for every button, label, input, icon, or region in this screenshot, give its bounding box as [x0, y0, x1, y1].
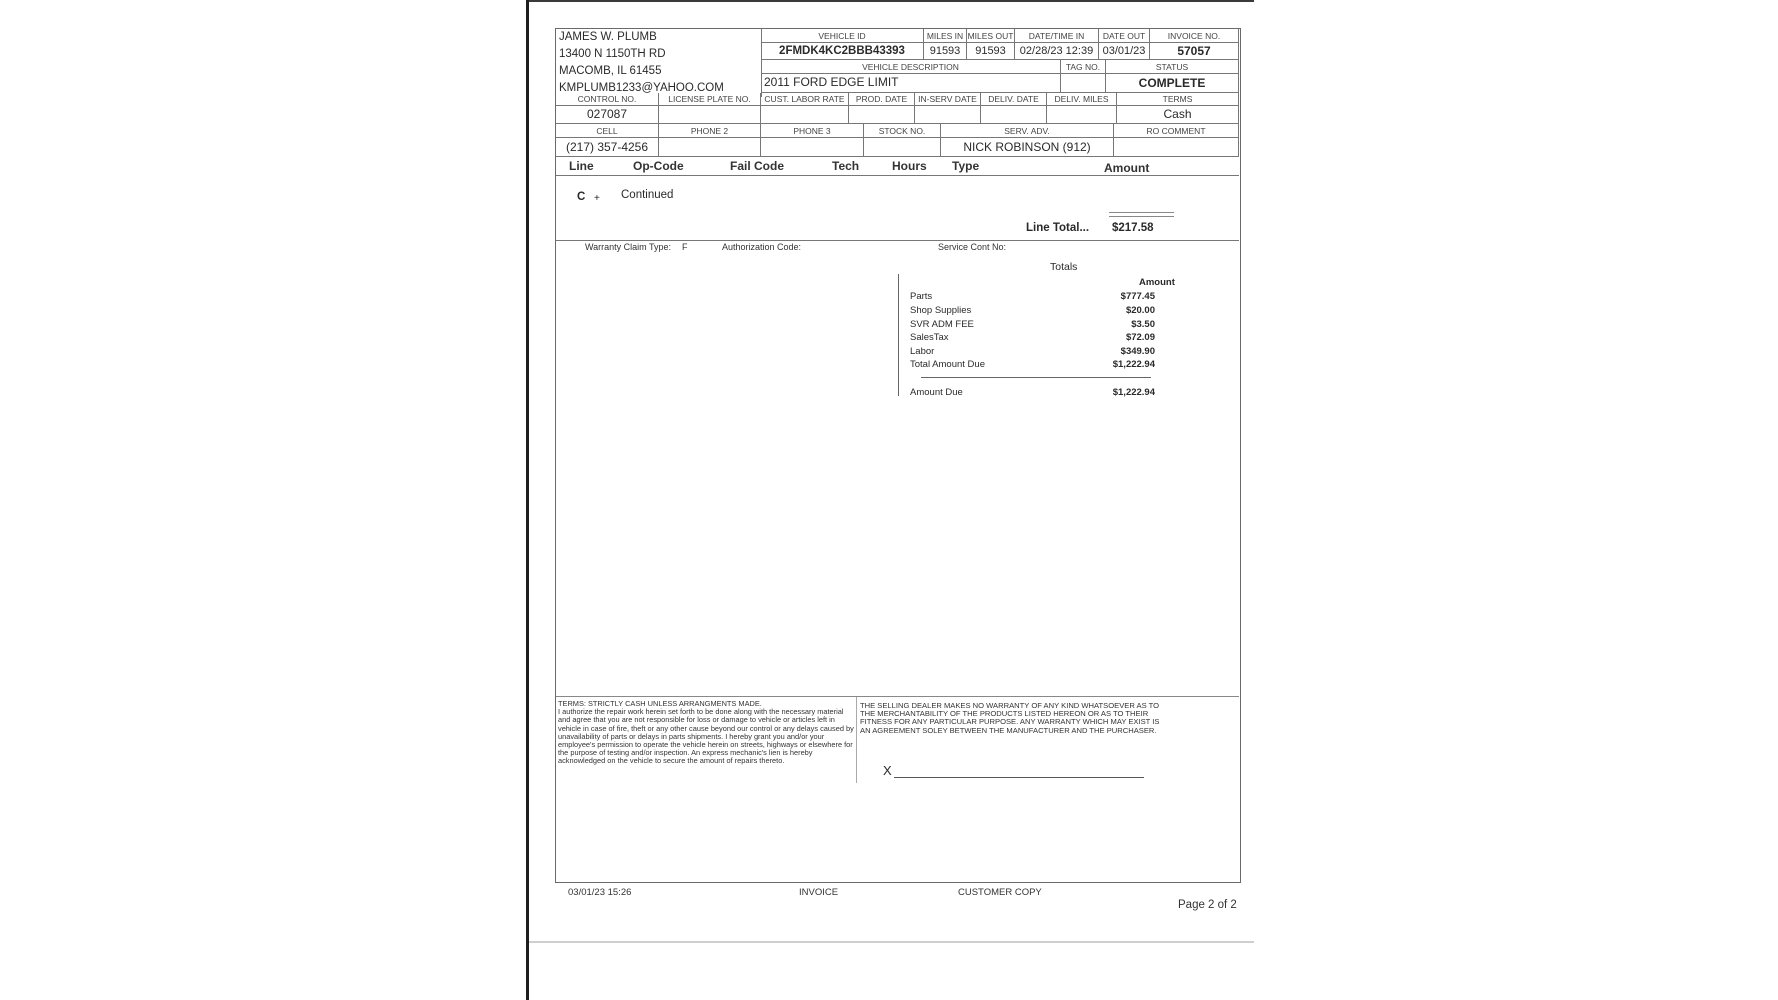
- totals-row-name: SalesTax: [910, 332, 949, 343]
- totals-row-name: Total Amount Due: [910, 359, 985, 370]
- line-item-header: [556, 157, 1239, 176]
- in-serv-date: [915, 106, 981, 124]
- totals-row: [910, 332, 1155, 344]
- totals-row-name: SVR ADM FEE: [910, 319, 974, 330]
- col-fail-code: Fail Code: [730, 159, 785, 173]
- totals-row-name: Labor: [910, 346, 935, 357]
- customer-name: JAMES W. PLUMB: [559, 31, 657, 43]
- copy-type: CUSTOMER COPY: [958, 887, 1042, 898]
- service-cont-label: Service Cont No:: [938, 242, 1007, 252]
- customer-email: KMPLUMB1233@YAHOO.COM: [559, 82, 724, 94]
- totals-row-value: $3.50: [1131, 319, 1155, 330]
- terms-value: Cash: [1117, 106, 1239, 124]
- totals-row: [910, 305, 1155, 317]
- status-value: COMPLETE: [1106, 74, 1239, 93]
- amount-due-row: [910, 387, 1155, 399]
- invoice-number: 57057: [1150, 43, 1239, 60]
- col-line: Line: [569, 159, 594, 173]
- vehicle-description-label: VEHICLE DESCRIPTION: [761, 60, 1061, 74]
- scan-edge: [529, 941, 1254, 943]
- amount-due-value: $1,222.94: [1112, 387, 1155, 398]
- control-no: 027087: [556, 106, 659, 124]
- date-time-in: 02/28/23 12:39: [1015, 43, 1099, 60]
- serv-adv-label: SERV. ADV.: [941, 124, 1114, 138]
- phone3-label: PHONE 3: [761, 124, 864, 138]
- line-code: C: [577, 191, 586, 203]
- vehicle-id-label: VEHICLE ID: [761, 29, 924, 43]
- totals-row-name: Shop Supplies: [910, 305, 972, 316]
- deliv-date-label: DELIV. DATE: [981, 93, 1047, 106]
- invoice-no-label: INVOICE NO.: [1150, 29, 1239, 43]
- signature-line[interactable]: [894, 777, 1144, 778]
- totals-row-value: $72.09: [1125, 332, 1155, 343]
- totals-row: [910, 359, 1155, 371]
- printed-timestamp: 03/01/23 15:26: [568, 887, 632, 898]
- totals-row-value: $1,222.94: [1112, 359, 1155, 370]
- in-serv-date-label: IN-SERV DATE: [915, 93, 981, 106]
- labor-rate: [761, 106, 849, 124]
- totals-title: Totals: [1050, 261, 1078, 273]
- totals-row-value: $20.00: [1125, 305, 1155, 316]
- cell-phone: (217) 357-4256: [556, 138, 659, 157]
- totals-row: [910, 346, 1155, 358]
- line-description: Continued: [621, 189, 674, 201]
- totals-amount-header: Amount: [1139, 277, 1175, 288]
- miles-in: 91593: [924, 43, 967, 60]
- customer-address: 13400 N 1150TH RD: [559, 48, 666, 60]
- date-out-label: DATE OUT: [1099, 29, 1150, 43]
- col-hours: Hours: [892, 159, 927, 173]
- phone3: [761, 138, 864, 157]
- authorization-code-label: Authorization Code:: [722, 242, 802, 252]
- miles-in-label: MILES IN: [924, 29, 967, 43]
- ro-comment: [1114, 138, 1239, 157]
- stock-no: [864, 138, 941, 157]
- customer-city: MACOMB, IL 61455: [559, 65, 662, 77]
- deliv-miles: [1047, 106, 1117, 124]
- col-type: Type: [952, 159, 980, 173]
- col-op-code: Op-Code: [633, 159, 684, 173]
- stock-no-label: STOCK NO.: [864, 124, 941, 138]
- line-total-label: Line Total...: [1026, 222, 1090, 234]
- continuation-marker: +: [594, 193, 600, 204]
- document-type: INVOICE: [799, 887, 839, 898]
- license-plate-label: LICENSE PLATE NO.: [659, 93, 761, 106]
- cell-label: CELL: [556, 124, 659, 138]
- tag-no: [1061, 74, 1106, 93]
- col-tech: Tech: [832, 159, 860, 173]
- prod-date: [849, 106, 915, 124]
- status-label: STATUS: [1106, 60, 1239, 74]
- total-underline: [1109, 212, 1174, 217]
- page-number: Page 2 of 2: [1178, 899, 1237, 911]
- invoice-form: [555, 28, 1241, 883]
- license-plate: [659, 106, 761, 124]
- date-in-label: DATE/TIME IN: [1015, 29, 1099, 43]
- totals-row: [910, 319, 1155, 331]
- tag-no-label: TAG NO.: [1061, 60, 1106, 74]
- prod-date-label: PROD. DATE: [849, 93, 915, 106]
- miles-out: 91593: [967, 43, 1015, 60]
- phone2: [659, 138, 761, 157]
- control-no-label: CONTROL NO.: [556, 93, 659, 106]
- date-out: 03/01/23: [1099, 43, 1150, 60]
- totals-row-name: Parts: [910, 291, 933, 302]
- terms-text: [558, 700, 856, 766]
- totals-panel: [898, 261, 1199, 398]
- labor-rate-label: CUST. LABOR RATE: [761, 93, 849, 106]
- terms-label: TERMS: [1117, 93, 1239, 106]
- col-amount: Amount: [1104, 161, 1150, 175]
- service-advisor: NICK ROBINSON (912): [941, 138, 1114, 157]
- warranty-disclaimer: THE SELLING DEALER MAKES NO WARRANTY OF ANY KIND WHATSOEVER AS TO THE MERCHANTABILITY OF THE PRODUCTS LISTED HEREON OR AS TO THEIR FITNESS FOR ANY PARTICULAR PURPOSE. ANY WARRANTY WHICH MAY EXIST IS AN AGREEMENT SOLEY BETWEEN THE MANUFACTURER AND THE PURCHASER.: [860, 701, 1160, 735]
- terms-divider: [856, 697, 857, 783]
- totals-rule: [921, 377, 1151, 378]
- miles-out-label: MILES OUT: [967, 31, 1014, 41]
- ro-comment-label: RO COMMENT: [1114, 124, 1239, 138]
- vehicle-description: 2011 FORD EDGE LIMIT: [761, 74, 1061, 93]
- totals-row-value: $349.90: [1120, 346, 1155, 357]
- signature-mark: X: [883, 763, 892, 778]
- totals-row-value: $777.45: [1120, 291, 1155, 302]
- deliv-miles-label: DELIV. MILES: [1047, 93, 1117, 106]
- section-divider: [556, 240, 1239, 241]
- terms-section: [556, 696, 1239, 783]
- phone2-label: PHONE 2: [659, 124, 761, 138]
- amount-due-label: Amount Due: [910, 387, 963, 398]
- line-total-value: $217.58: [1112, 222, 1154, 234]
- vehicle-id: 2FMDK4KC2BBB43393: [761, 43, 924, 60]
- customer-block: [556, 29, 762, 97]
- deliv-date: [981, 106, 1047, 124]
- warranty-claim-type: F: [682, 242, 688, 252]
- warranty-claim-type-label: Warranty Claim Type:: [585, 242, 672, 252]
- totals-row: [910, 291, 1155, 303]
- terms-body: I authorize the repair work herein set forth to be done along with the necessary material and agree that you are not responsible for loss or damage to vehicle or articles left in vehicle in case of fire, theft or any other cause beyond our control or any delays caused by unavailability of parts or delays in parts shipments. I hereby grant you and/or your employee's permission to operate the vehicle herein on streets, highways or elsewhere for the purpose of testing and/or inspection. An express mechanic's lien is hereby acknowledged on the vehicle to secure the amount of repairs thereto.: [558, 707, 854, 766]
- terms-heading: TERMS: STRICTLY CASH UNLESS ARRANGMENTS MADE.: [558, 699, 762, 708]
